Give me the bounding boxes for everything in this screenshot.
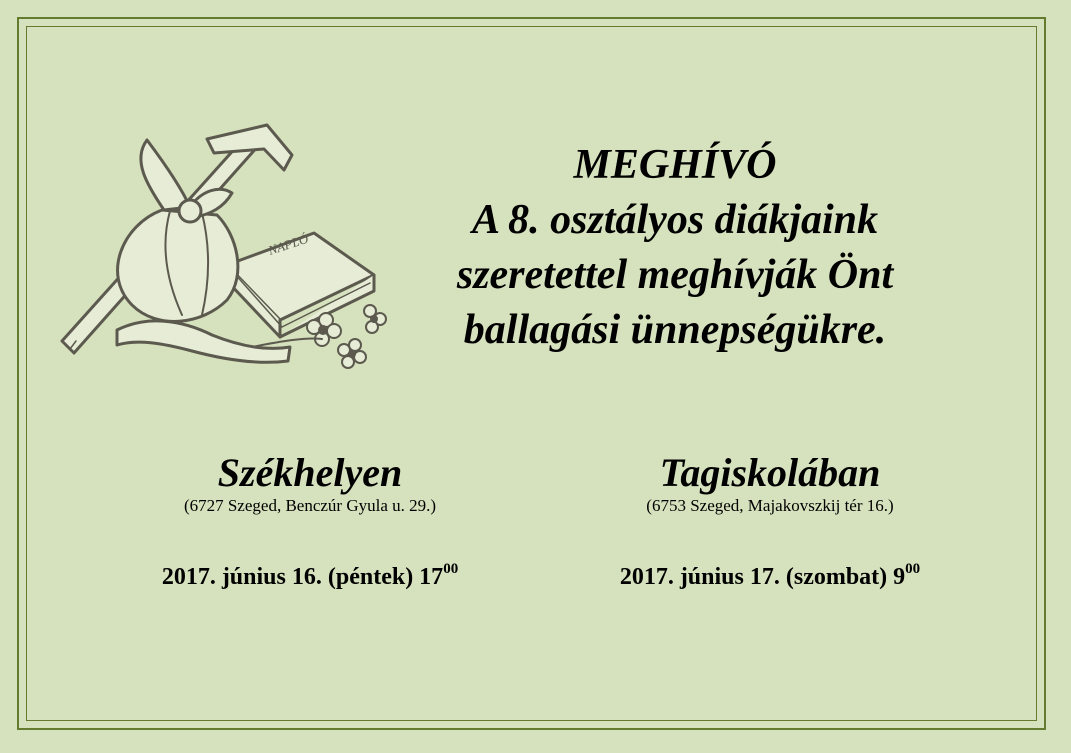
venue-address: (6727 Szeged, Benczúr Gyula u. 29.) xyxy=(183,496,437,515)
venue-address: (6753 Szeged, Majakovszkij tér 16.) xyxy=(646,496,894,515)
invitation-headline xyxy=(385,138,965,358)
venue-date-text: 2017. június 17. (szombat) 9 xyxy=(619,564,906,590)
venue-name: Tagiskolában xyxy=(659,450,881,495)
venue-name: Székhelyen xyxy=(217,450,403,495)
invitation-title: MEGHÍVÓ xyxy=(573,142,777,188)
book-label: NAPLÓ xyxy=(266,230,311,258)
invitation-line-1: A 8. osztályos diákjaink xyxy=(471,197,879,243)
venue-date xyxy=(570,563,970,591)
graduation-bundle-icon xyxy=(52,115,392,390)
invitation-line-2: szeretettel meghívják Önt xyxy=(456,252,894,298)
venue-member-school xyxy=(570,448,970,591)
invitation-line-3: ballagási ünnepségükre. xyxy=(463,307,887,353)
venue-date xyxy=(110,563,510,591)
venue-date-text: 2017. június 16. (péntek) 17 xyxy=(161,564,444,590)
venue-main-campus xyxy=(110,448,510,591)
venue-time-minutes: 00 xyxy=(443,561,459,577)
venue-time-minutes: 00 xyxy=(905,561,921,577)
